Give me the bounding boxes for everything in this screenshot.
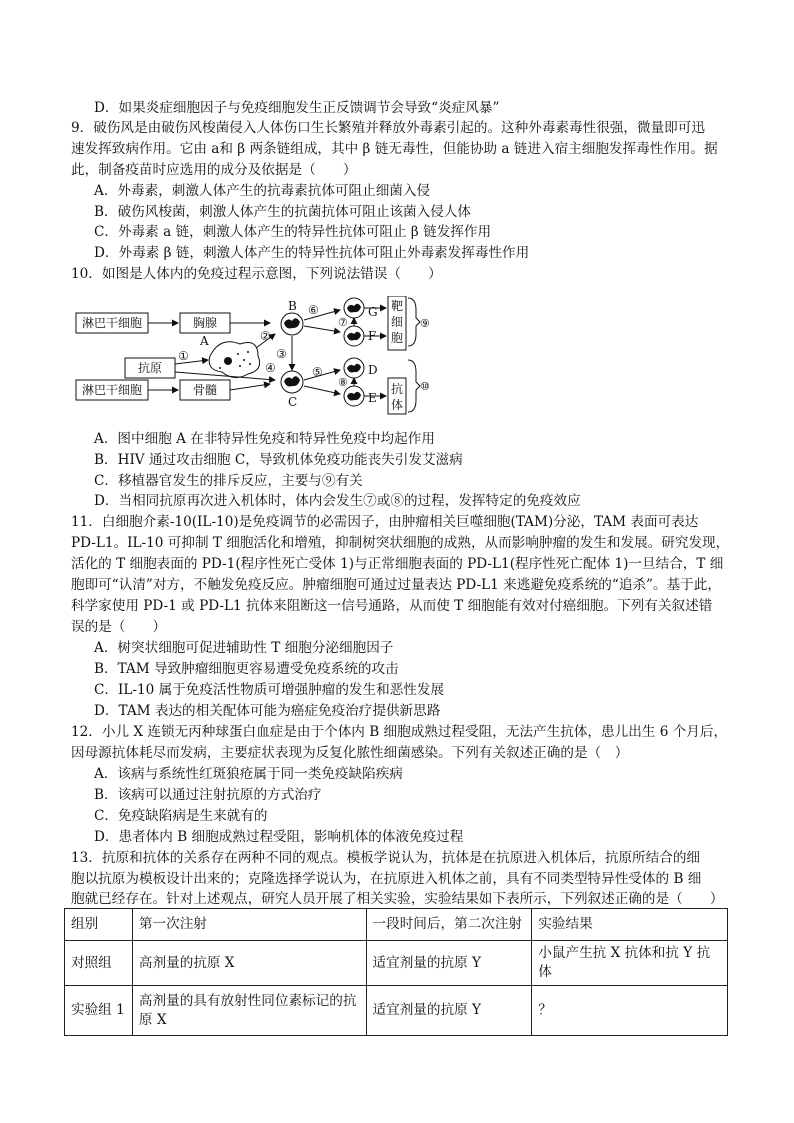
num-5: ⑤ — [312, 365, 323, 379]
q12-stem-line-2: 因母源抗体耗尽而发病，主要症状表现为反复化脓性细菌感染。下列有关叙述正确的是（ ） — [71, 745, 629, 761]
table-cell: 高剂量的具有放射性同位素标记的抗原 X — [132, 986, 366, 1036]
q10-option-b: B．HIV 通过攻击细胞 C，导致机体免疫功能丧失引发艾滋病 — [94, 452, 463, 468]
q9-stem-line-3: 此，制备疫苗时应选用的成分及依据是（ ） — [71, 162, 357, 178]
q8-option-d: D．如果炎症细胞因子与免疫细胞发生正反馈调节会导致“炎症风暴” — [94, 100, 500, 116]
cell-d-label: D — [368, 363, 378, 377]
num-6: ⑥ — [308, 303, 319, 317]
immune-process-diagram — [70, 296, 450, 426]
q9-option-b: B．破伤风梭菌，刺激人体产生的抗菌抗体可阻止该菌入侵人体 — [94, 204, 472, 220]
bone-marrow-label: 骨髓 — [192, 383, 218, 397]
table-cell: 实验组 1 — [65, 986, 133, 1036]
num-2: ② — [260, 329, 271, 343]
table-header-row — [65, 909, 728, 941]
antigen-label: 抗原 — [137, 361, 163, 375]
q10-option-d: D．当相同抗原再次进入机体时，体内会发生⑦或⑧的过程，发挥特定的免疫效应 — [94, 493, 581, 509]
q11-stem-line-6: 误的是（ ） — [71, 619, 167, 635]
q11-option-c: C．IL-10 属于免疫活性物质可增强肿瘤的发生和恶性发展 — [94, 682, 445, 698]
q13-results-table — [64, 908, 728, 1036]
lymph-stem-cell-top-label: 淋巴干细胞 — [81, 316, 143, 330]
q9-option-a: A．外毒素，刺激人体产生的抗毒素抗体可阻止细菌入侵 — [94, 183, 431, 199]
table-cell: 高剂量的抗原 X — [132, 941, 366, 986]
q12-option-d: D．患者体内 B 细胞成熟过程受阻，影响机体的体液免疫过程 — [94, 829, 464, 845]
q9-option-d: D．外毒素 β 链，刺激人体产生的特异性抗体可阻止外毒素发挥毒性作用 — [94, 245, 530, 261]
q9-option-c: C．外毒素 a 链，刺激人体产生的特异性抗体可阻止 β 链发挥作用 — [94, 224, 492, 240]
num-4: ④ — [265, 361, 276, 375]
cell-f-label: F — [368, 329, 377, 343]
q11-option-d: D．TAM 表达的相关配体可能为癌症免疫治疗提供新思路 — [94, 703, 441, 719]
q13-stem-line-1: 13．抗原和抗体的关系存在两种不同的观点。模板学说认为，抗体是在抗原进入机体后，抗原所结合的细 — [71, 850, 701, 866]
cell-e-label: E — [368, 391, 377, 405]
q11-stem-line-4: 胞即可“认清”对方，不触发免疫反应。肿瘤细胞可通过过量表达 PD-L1 来逃避免疫系统的“追杀”。基于此， — [71, 577, 721, 593]
q9-stem-line-2: 速发挥致病作用。它由 a和 β 两条链组成，其中 β 链无毒性，但能协助 a 链进入宿主细胞发挥毒性作用。据 — [71, 141, 718, 157]
table-row — [65, 986, 728, 1036]
q13-stem-line-3: 胞就已经存在。针对上述观点，研究人员开展了相关实验，实验结果如下表所示，下列叙述正确的是（ ） — [71, 891, 724, 907]
q11-stem-line-1: 11．白细胞介素-10(IL-10)是免疫调节的必需因子，由肿瘤相关巨噬细胞(TAM)分泌，TAM 表面可表达 — [71, 514, 699, 530]
table-header-cell: 组别 — [65, 909, 133, 941]
cell-c-label: C — [288, 395, 298, 409]
thymus-label: 胸腺 — [192, 316, 218, 330]
table-header-cell: 实验结果 — [532, 909, 728, 941]
num-10: ⑩ — [420, 380, 430, 393]
antibody-label: 抗体 — [390, 382, 404, 412]
table-cell: 对照组 — [65, 941, 133, 986]
q11-stem-line-3: 活化的 T 细胞表面的 PD-1(程序性死亡受体 1)与正常细胞表面的 PD-L1(程序性死亡配体 1)一旦结合，T 细 — [71, 556, 724, 572]
num-7: ⑦ — [338, 316, 348, 329]
table-cell: ？ — [532, 986, 728, 1036]
q11-option-b: B．TAM 导致肿瘤细胞更容易遭受免疫系统的攻击 — [94, 661, 399, 677]
cell-a-label: A — [200, 334, 209, 348]
q11-stem-line-5: 科学家使用 PD-1 或 PD-L1 抗体来阻断这一信号通路，从而使 T 细胞能有效对付癌细胞。下列有关叙述错 — [71, 598, 713, 614]
num-3: ③ — [276, 347, 287, 361]
table-cell: 适宜剂量的抗原 Y — [366, 941, 532, 986]
q10-option-a: A．图中细胞 A 在非特异性免疫和特异性免疫中均起作用 — [94, 431, 435, 447]
table-row — [65, 941, 728, 986]
q13-stem-line-2: 胞以抗原为模板设计出来的；克隆选择学说认为，在抗原进入机体之前，具有不同类型特异性受体的 B 细 — [71, 871, 702, 887]
lymph-stem-cell-bottom-label: 淋巴干细胞 — [81, 383, 143, 397]
num-1: ① — [178, 349, 189, 363]
q12-option-b: B．该病可以通过注射抗原的方式治疗 — [94, 787, 322, 803]
q10-stem: 10．如图是人体内的免疫过程示意图，下列说法错误（ ） — [71, 266, 442, 282]
num-8: ⑧ — [338, 376, 348, 389]
cell-a — [209, 342, 259, 378]
table-cell: 小鼠产生抗 X 抗体和抗 Y 抗体 — [532, 941, 728, 986]
num-9: ⑨ — [420, 317, 430, 330]
q10-option-c: C．移植器官发生的排斥反应，主要与⑨有关 — [94, 473, 363, 489]
q11-stem-line-2: PD-L1。IL-10 可抑制 T 细胞活化和增殖，抑制树突状细胞的成熟，从而影响肿瘤的发生和发展。研究发现， — [71, 535, 730, 551]
q12-option-a: A．该病与系统性红斑狼疮属于同一类免疫缺陷疾病 — [94, 766, 403, 782]
q12-stem-line-1: 12．小儿 X 连锁无丙种球蛋白血症是由于个体内 B 细胞成熟过程受阻，无法产生抗体，患儿出生 6 个月后， — [71, 724, 728, 740]
target-cell-label: 靶细胞 — [390, 299, 404, 345]
q9-stem-line-1: 9．破伤风是由破伤风梭菌侵入人体伤口生长繁殖并释放外毒素引起的。这种外毒素毒性很强，微量即可迅 — [71, 120, 705, 136]
cell-g-label: G — [368, 305, 378, 319]
q12-option-c: C．免疫缺陷病是生来就有的 — [94, 808, 268, 824]
q11-option-a: A．树突状细胞可促进辅助性 T 细胞分泌细胞因子 — [94, 640, 394, 656]
table-header-cell: 第一次注射 — [132, 909, 366, 941]
cell-b-label: B — [288, 299, 297, 313]
table-cell: 适宜剂量的抗原 Y — [366, 986, 532, 1036]
table-header-cell: 一段时间后，第二次注射 — [366, 909, 532, 941]
